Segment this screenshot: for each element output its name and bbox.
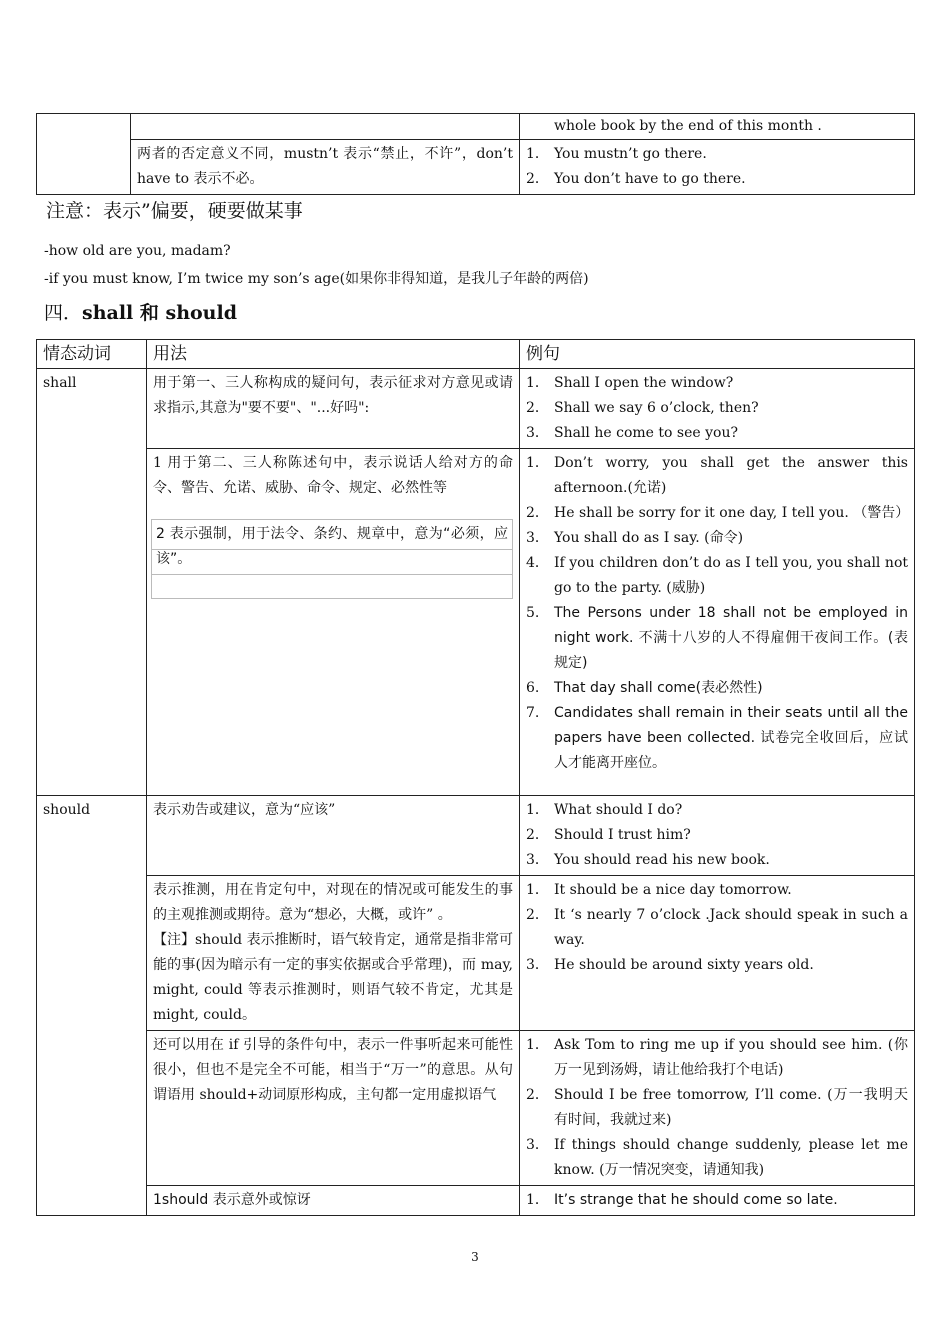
should-usage-3: 还可以用在 if 引导的条件句中，表示一件事听起来可能性很小，但也不是完全不可能，相当于“万一”的意思。从句谓语用 should+动词原形构成，主句都一定用虚拟语气 <box>147 1031 520 1186</box>
example-number: 3． <box>526 425 549 441</box>
example-number: 2． <box>526 827 549 843</box>
example-text: That day shall come(表必然性) <box>554 680 763 696</box>
should-usage-1: 表示劝告或建议，意为“应该” <box>147 796 520 876</box>
example-text: You don’t have to go there. <box>554 171 746 187</box>
example-item <box>526 396 908 421</box>
example-number: 3． <box>526 530 549 546</box>
example-item <box>526 676 908 701</box>
verb-shall: shall <box>37 369 147 796</box>
should-usage-4 <box>147 1186 520 1216</box>
shall-usage-2a: 1 用于第二、三人称陈述句中，表示说话人给对方的命令、警告、允诺、威胁、命令、规定、必然性等 <box>153 455 513 496</box>
example-number: 2． <box>526 907 549 923</box>
example-number: 1． <box>526 375 549 391</box>
example-item <box>526 953 908 978</box>
example-number: 1． <box>526 1192 549 1208</box>
example-item <box>526 701 908 776</box>
empty-usage-cell <box>131 114 520 140</box>
example-text: Candidates shall remain in their seats until all the papers have been collected. 试卷完全收回后，应试人才能离开座位。 <box>554 705 908 771</box>
example-item <box>526 142 908 167</box>
example-number: 6. <box>526 680 540 696</box>
example-item <box>526 798 908 823</box>
should-usage-2a: 表示推测，用在肯定句中，对现在的情况或可能发生的事的主观推测或期待。意为“想必，大概，或许” 。 <box>153 882 513 923</box>
example-item <box>526 371 908 396</box>
example-text: He should be around sixty years old. <box>554 957 814 973</box>
example-text: What should I do? <box>554 802 683 818</box>
verb-should: should <box>37 796 147 1216</box>
example-number: 2． <box>526 171 549 187</box>
header-modal-verb: 情态动词 <box>37 340 147 369</box>
example-list <box>520 140 915 195</box>
example-text: You should read his new book. <box>554 852 770 868</box>
example-text: Don’t worry, you shall get the answer this afternoon.(允诺) <box>554 455 908 496</box>
example-item <box>526 1133 908 1183</box>
example-text: Should I be free tomorrow, I’ll come. (万一我明天有时间，我就过来) <box>554 1087 908 1128</box>
example-number: 1． <box>526 455 549 471</box>
header-example: 例句 <box>520 340 915 369</box>
header-usage: 用法 <box>147 340 520 369</box>
page-number: 3 <box>471 1250 479 1264</box>
example-item <box>526 601 908 676</box>
empty-verb-cell <box>37 114 131 195</box>
should-examples-4 <box>520 1186 915 1216</box>
example-text: He shall be sorry for it one day, I tell you. （警告） <box>554 505 910 521</box>
example-item <box>526 903 908 953</box>
example-number: 3． <box>526 957 549 973</box>
dialogue-line-2: -if you must know, I’m twice my son’s age(如果你非得知道，是我儿子年龄的两倍) <box>44 271 589 287</box>
shall-should-table <box>36 339 915 1216</box>
example-item <box>526 878 908 903</box>
example-text: It ‘s nearly 7 o’clock .Jack should speak in such a way. <box>554 907 908 948</box>
should-examples-1 <box>520 796 915 876</box>
example-text: If things should change suddenly, please let me know. (万一情况突变，请通知我) <box>554 1137 908 1178</box>
example-number: 3． <box>526 852 549 868</box>
example-number: 3． <box>526 1137 549 1153</box>
example-number: 2． <box>526 505 549 521</box>
should-examples-3 <box>520 1031 915 1186</box>
section-heading: shall 和 should <box>82 302 238 324</box>
shall-usage-1: 用于第一、三人称构成的疑问句，表示征求对方意见或请求指示,其意为"要不要"、"...好吗": <box>147 369 520 449</box>
shall-examples-1 <box>520 369 915 449</box>
example-item <box>526 421 908 446</box>
shall-usage-2 <box>147 449 520 796</box>
example-text: If you children don’t do as I tell you, you shall not go to the party. (威胁) <box>554 555 908 596</box>
example-item <box>526 501 908 526</box>
example-number: 2． <box>526 400 549 416</box>
should-usage-4-text: 1should 表示意外或惊讶 <box>153 1192 311 1208</box>
section-prefix: 四． <box>44 302 83 324</box>
should-usage-2 <box>147 876 520 1031</box>
shall-usage-2b: 2 表示强制，用于法令、条约、规章中，意为“必须，应该”。 <box>156 526 508 567</box>
should-usage-2-note: 【注】should 表示推断时，语气较肯定，通常是指非常可能的事(因为暗示有一定的事实依据或合乎常理)，而 may, might, could 等表示推测时，则语气较不肯定，尤其是 might, could。 <box>153 932 513 1023</box>
example-text: You shall do as I say. (命令) <box>554 530 744 546</box>
section-title <box>44 298 237 325</box>
example-text: Ask Tom to ring me up if you should see him. (你万一见到汤姆，请让他给我打个电话) <box>554 1037 908 1078</box>
usage-cell: 两者的否定意义不同，mustn’t 表示“禁止，不许”，don’t have to 表示不必。 <box>131 140 520 195</box>
empty-box <box>151 549 513 599</box>
example-item <box>526 167 908 192</box>
example-number: 1． <box>526 802 549 818</box>
example-number: 5. <box>526 605 540 621</box>
example-number: 1． <box>526 146 549 162</box>
example-number: 4． <box>526 555 549 571</box>
example-item <box>526 1083 908 1133</box>
example-text: Shall I open the window? <box>554 375 734 391</box>
note-title: 注意：表示”偏要，硬要做某事 <box>46 200 303 222</box>
example-item <box>526 1033 908 1083</box>
example-text: The Persons under 18 shall not be employed in night work. 不满十八岁的人不得雇佣干夜间工作。(表规定) <box>554 605 908 671</box>
example-item <box>526 451 908 501</box>
example-text: It’s strange that he should come so late. <box>554 1192 838 1208</box>
example-text: Shall we say 6 o’clock, then? <box>554 400 759 416</box>
shall-examples-2 <box>520 449 915 796</box>
example-item <box>526 1188 908 1213</box>
example-item <box>526 526 908 551</box>
example-number: 7. <box>526 705 540 721</box>
example-text: You mustn’t go there. <box>554 146 707 162</box>
dialogue-line-1: -how old are you, madam? <box>44 243 231 259</box>
example-text: It should be a nice day tomorrow. <box>554 882 792 898</box>
example-item <box>526 551 908 601</box>
example-number: 1． <box>526 882 549 898</box>
example-number: 1． <box>526 1037 549 1053</box>
example-text: Should I trust him? <box>554 827 691 843</box>
example-item <box>526 848 908 873</box>
should-examples-2 <box>520 876 915 1031</box>
top-table <box>36 113 915 195</box>
example-cell: whole book by the end of this month . <box>520 114 915 140</box>
example-item <box>526 823 908 848</box>
example-number: 2． <box>526 1087 549 1103</box>
example-text: Shall he come to see you? <box>554 425 738 441</box>
